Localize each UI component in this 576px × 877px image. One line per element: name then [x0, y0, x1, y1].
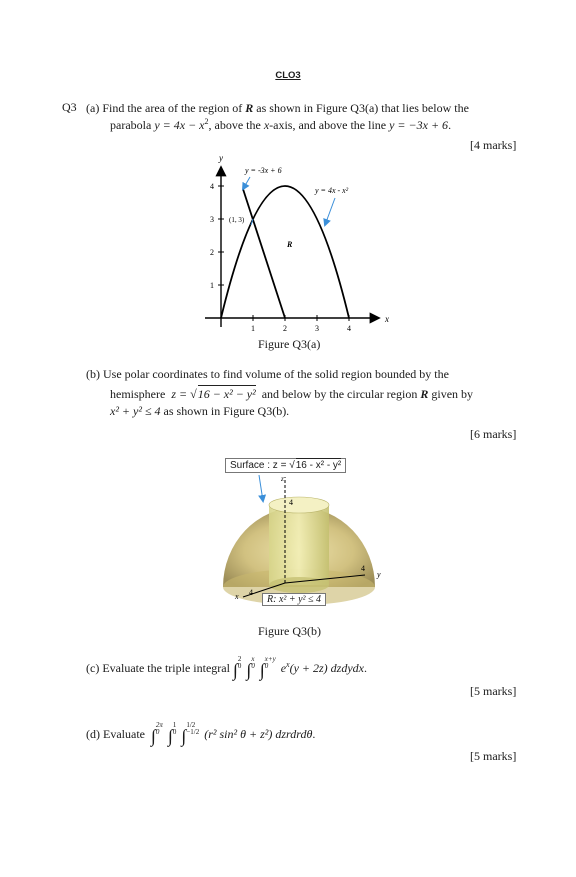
y-tick-2: 2 — [210, 248, 214, 257]
parabola-curve — [221, 186, 349, 318]
integral-sign-1: ∫ — [150, 726, 156, 746]
limits-1: 2 0 — [237, 655, 242, 670]
line-label-arrow — [243, 177, 250, 189]
integral-sign-3: ∫ — [181, 726, 187, 746]
x-tick-3: 3 — [315, 324, 319, 333]
cylinder-top — [269, 497, 329, 513]
part-a-line2: parabola $y = 4x - x^2$, above the x-axis, and above the line y = −3x + 6. — [110, 117, 452, 132]
figure-q3a — [195, 155, 395, 335]
z-tick-label: 4 — [289, 498, 293, 507]
integral-sign-3: ∫ — [259, 660, 265, 680]
x-axis-label: x — [235, 592, 239, 601]
part-b-line1: (b) Use polar coordinates to find volume of the solid region bounded by the — [86, 367, 449, 381]
part-a-line1: (a) Find the area of the region of R as shown in Figure Q3(a) that lies below the — [86, 101, 469, 115]
figure-q3a-caption: Figure Q3(a) — [258, 337, 321, 351]
line-curve — [243, 189, 285, 318]
part-c-marks: [5 marks] — [470, 684, 517, 698]
x-tick-1: 1 — [251, 324, 255, 333]
point-label: (1, 3) — [229, 216, 245, 224]
x-tick-2: 2 — [283, 324, 287, 333]
y-tick-label: 4 — [361, 564, 365, 573]
surface-pointer-arrow — [259, 475, 263, 501]
figure-q3b-caption: Figure Q3(b) — [258, 624, 321, 638]
part-b-text — [86, 366, 531, 420]
part-c-text: (c) Evaluate the triple integral ∫ 2 0 ∫ x 0 ∫ x+y 0 $e^x(y + 2z)$ dzdydx. — [86, 655, 368, 680]
z-axis-label: z — [281, 475, 284, 483]
integral-sign-2: ∫ — [167, 726, 173, 746]
x-tick-4: 4 — [347, 324, 351, 333]
part-a-text — [86, 100, 531, 134]
part-a-marks: [4 marks] — [470, 138, 517, 152]
limits-2: x 0 — [251, 655, 255, 670]
part-b-line3: x² + y² ≤ 4 as shown in Figure Q3(b). — [110, 404, 290, 418]
clo-heading: CLO3 — [275, 70, 301, 81]
limits-3: 1/2 −1/2 — [186, 721, 200, 736]
region-label: R — [287, 240, 293, 249]
y-tick-1: 1 — [210, 281, 214, 290]
x-axis-label: x — [385, 314, 389, 324]
x-tick-label: 4 — [249, 588, 253, 597]
integral-sign-1: ∫ — [232, 660, 238, 680]
y-axis-label: y — [219, 155, 223, 163]
cylinder-region — [269, 505, 329, 585]
y-axis-label: y — [377, 570, 381, 579]
parabola-label-arrow — [325, 198, 335, 225]
limits-3: x+y 0 — [264, 655, 276, 670]
part-d-text: (d) Evaluate ∫ 2π 0 ∫ 1 0 ∫ 1/2 −1/2 (r² sin² θ + z²) dzrdrdθ. — [86, 721, 316, 746]
part-d-marks: [5 marks] — [470, 749, 517, 763]
integral-sign-2: ∫ — [246, 660, 252, 680]
parabola-equation-label: y = 4x - x² — [315, 186, 349, 195]
surface-label-box: Surface : z = √16 - x² - y² — [225, 458, 346, 473]
y-tick-3: 3 — [210, 215, 214, 224]
limits-1: 2π 0 — [155, 721, 163, 736]
question-number: Q3 — [62, 100, 77, 114]
part-b-marks: [6 marks] — [470, 427, 517, 441]
line-equation-label: y = -3x + 6 — [245, 166, 282, 175]
part-b-line2: hemisphere z = √16 − x² − y² and below by the circular region R given by — [110, 387, 474, 401]
limits-2: 1 0 — [172, 721, 177, 736]
region-label-box: R: x² + y² ≤ 4 — [262, 593, 326, 606]
y-tick-4: 4 — [210, 182, 214, 191]
